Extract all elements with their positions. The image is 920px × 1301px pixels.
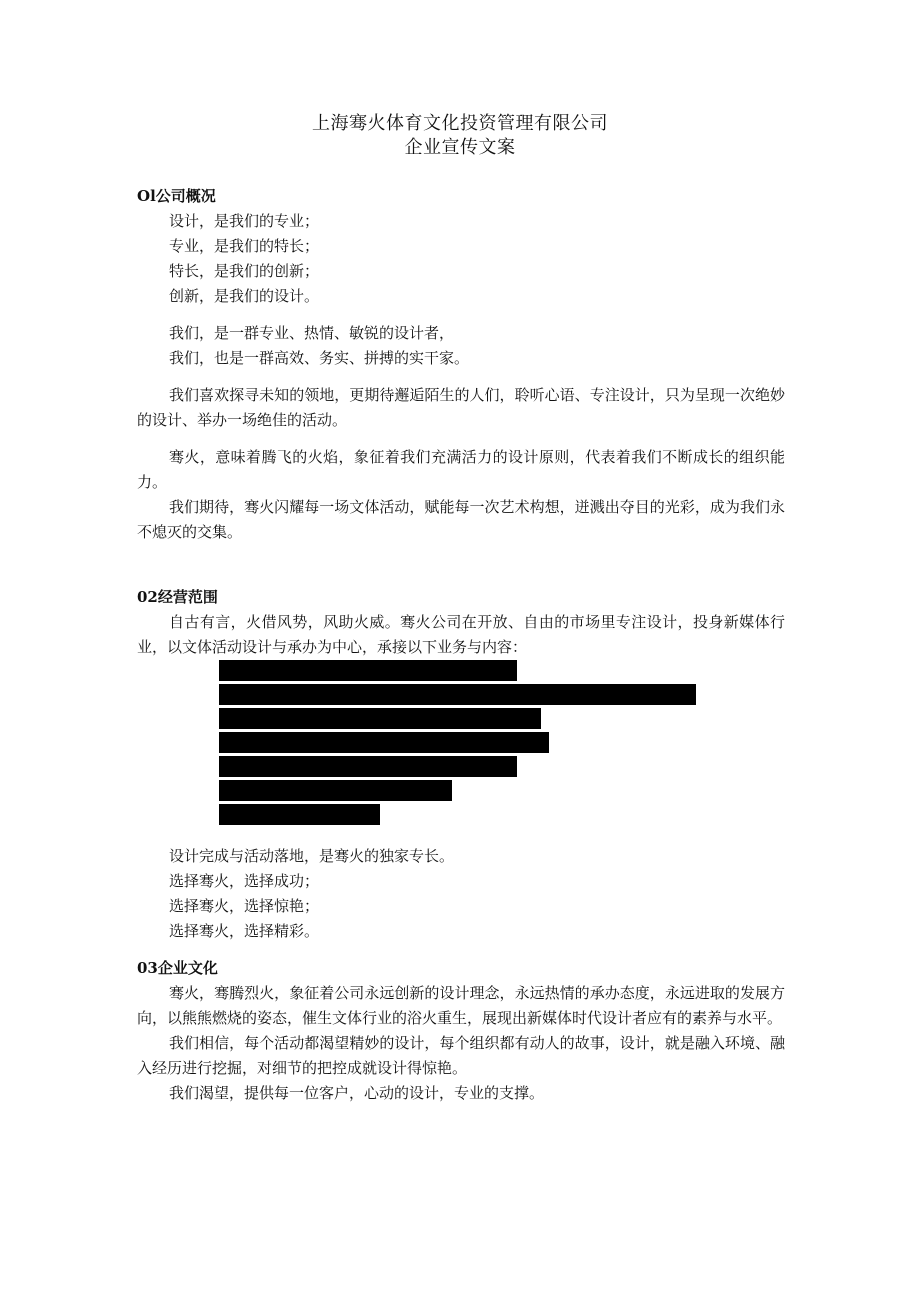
spacer <box>137 944 785 956</box>
document-body <box>137 184 785 1106</box>
redaction-bar <box>219 684 696 705</box>
redaction-bar <box>219 660 517 681</box>
document-title-block <box>0 112 920 160</box>
spacer <box>137 309 785 321</box>
spacer <box>137 832 785 844</box>
culture-paragraph: 我们渴望，提供每一位客户，心动的设计，专业的支撑。 <box>169 1084 545 1102</box>
overview-paragraph: 我们期待，骞火闪耀每一场文体活动，赋能每一次艺术构想，迸溅出夺目的光彩，成为我们永不熄灭的交集。 <box>137 498 785 541</box>
redacted-business-list <box>219 660 785 832</box>
company-name-title: 上海骞火体育文化投资管理有限公司 <box>312 113 608 134</box>
section-heading-culture: 03企业文化 <box>137 959 218 977</box>
scope-paragraph: 自古有言，火借风势，风助火威。骞火公司在开放、自由的市场里专注设计，投身新媒体行业，以文体活动设计与承办为中心，承接以下业务与内容： <box>137 613 785 656</box>
spacer <box>137 545 785 585</box>
overview-line: 专业，是我们的特长； <box>169 237 320 255</box>
redaction-bar <box>219 804 380 825</box>
redaction-bar <box>219 732 549 753</box>
overview-paragraph: 我们喜欢探寻未知的领地，更期待邂逅陌生的人们，聆听心语、专注设计，只为呈现一次绝妙的设计、举办一场绝佳的活动。 <box>137 386 785 429</box>
document-subtitle: 企业宣传文案 <box>404 137 516 158</box>
redaction-bar <box>219 708 541 729</box>
overview-line: 我们，是一群专业、热情、敏锐的设计者， <box>169 324 455 342</box>
scope-line: 选择骞火，选择惊艳； <box>169 897 320 915</box>
redaction-bar <box>219 780 452 801</box>
section-heading-overview: Ol公司概况 <box>137 187 216 205</box>
overview-line: 创新，是我们的设计。 <box>169 287 320 305</box>
spacer <box>137 433 785 445</box>
overview-line: 我们，也是一群高效、务实、拼搏的实干家。 <box>169 349 470 367</box>
section-heading-scope: 02经营范围 <box>137 588 218 606</box>
spacer <box>137 371 785 383</box>
overview-line: 特长，是我们的创新； <box>169 262 320 280</box>
scope-line: 选择骞火，选择精彩。 <box>169 922 320 940</box>
culture-paragraph: 骞火，骞腾烈火，象征着公司永远创新的设计理念，永远热情的承办态度，永远进取的发展方向，以熊熊燃烧的姿态，催生文体行业的浴火重生，展现出新媒体时代设计者应有的素养与水平。 <box>137 984 785 1027</box>
culture-paragraph: 我们相信，每个活动都渴望精妙的设计，每个组织都有动人的故事，设计，就是融入环境、融入经历进行挖掘，对细节的把控成就设计得惊艳。 <box>137 1034 785 1077</box>
redaction-bar <box>219 756 517 777</box>
scope-line: 选择骞火，选择成功； <box>169 872 320 890</box>
overview-paragraph: 骞火，意味着腾飞的火焰，象征着我们充满活力的设计原则，代表着我们不断成长的组织能力。 <box>137 448 785 491</box>
overview-line: 设计，是我们的专业； <box>169 212 320 230</box>
scope-line: 设计完成与活动落地，是骞火的独家专长。 <box>169 847 455 865</box>
